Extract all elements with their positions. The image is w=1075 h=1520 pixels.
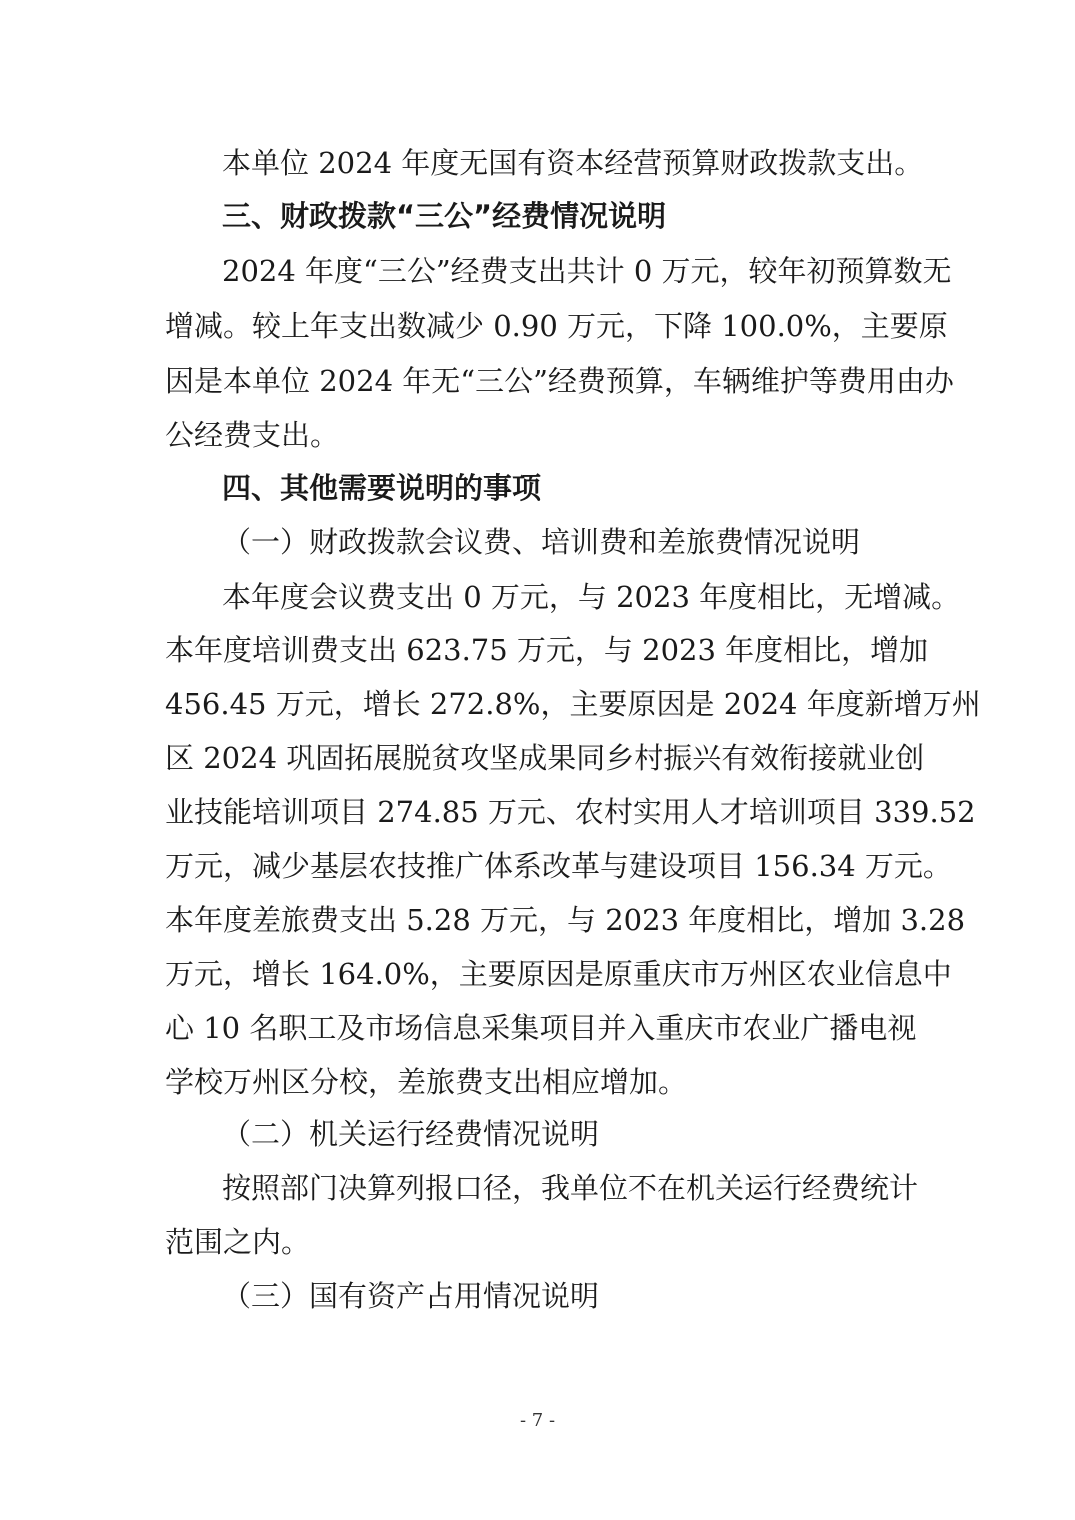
page-number: - 7 -: [519, 1410, 556, 1431]
paragraph-line: 本年度差旅费支出 5.28 万元，与 2023 年度相比，增加 3.28: [165, 903, 966, 937]
paragraph-line: 增减。较上年支出数减少 0.90 万元，下降 100.0%，主要原: [165, 309, 948, 343]
paragraph-line: 456.45 万元，增长 272.8%，主要原因是 2024 年度新增万州: [165, 687, 981, 721]
paragraph-line: 万元，增长 164.0%，主要原因是原重庆市万州区农业信息中: [165, 957, 952, 991]
section-heading: 三、财政拨款“三公”经费情况说明: [222, 199, 667, 233]
paragraph-line: 本年度培训费支出 623.75 万元，与 2023 年度相比，增加: [165, 633, 929, 667]
paragraph-line: 心 10 名职工及市场信息采集项目并入重庆市农业广播电视: [165, 1011, 917, 1045]
subsection-heading: （三）国有资产占用情况说明: [222, 1279, 600, 1313]
paragraph-line: 万元，减少基层农技推广体系改革与建设项目 156.34 万元。: [165, 849, 952, 883]
paragraph-line: 学校万州区分校，差旅费支出相应增加。: [165, 1065, 688, 1099]
paragraph-line: 区 2024 巩固拓展脱贫攻坚成果同乡村振兴有效衔接就业创: [165, 741, 925, 775]
paragraph-line: 本单位 2024 年度无国有资本经营预算财政拨款支出。: [222, 146, 924, 180]
paragraph-line: 公经费支出。: [165, 418, 340, 452]
paragraph-line: 按照部门决算列报口径，我单位不在机关运行经费统计: [222, 1171, 919, 1205]
paragraph-line: 因是本单位 2024 年无“三公”经费预算，车辆维护等费用由办: [165, 364, 954, 398]
paragraph-line: 本年度会议费支出 0 万元，与 2023 年度相比，无增减。: [222, 580, 961, 614]
subsection-heading: （二）机关运行经费情况说明: [222, 1117, 600, 1151]
paragraph-line: 2024 年度“三公”经费支出共计 0 万元，较年初预算数无: [222, 254, 952, 288]
paragraph-line: 范围之内。: [165, 1225, 311, 1259]
section-heading: 四、其他需要说明的事项: [222, 471, 542, 505]
paragraph-line: 业技能培训项目 274.85 万元、农村实用人才培训项目 339.52: [165, 795, 976, 829]
subsection-heading: （一）财政拨款会议费、培训费和差旅费情况说明: [222, 525, 861, 559]
